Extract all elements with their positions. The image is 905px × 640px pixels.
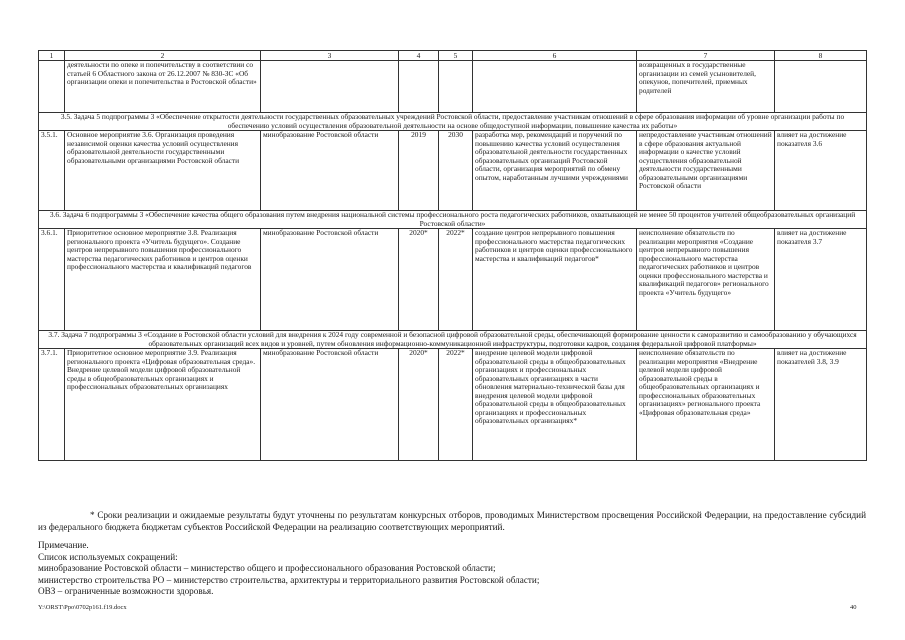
table-row: [39, 61, 867, 113]
header-cell: 4: [399, 51, 439, 61]
header-cell: 7: [637, 51, 775, 61]
table-row: [39, 229, 867, 331]
end-year-cell: 2030: [439, 131, 473, 211]
abbreviation-item: ОВЗ – ограниченные возможности здоровья.: [38, 586, 214, 596]
row-number: 3.5.1.: [39, 131, 65, 211]
end-year-cell: 2022*: [439, 229, 473, 331]
result-cell: создание центров непрерывного повышения профессионального мастерства педагогических работников и центров оценки профессионального мастерства и квалификаций педагогов*: [473, 229, 637, 331]
header-cell: 1: [39, 51, 65, 61]
notes-block: [38, 510, 866, 598]
table-header-row: [39, 51, 867, 61]
consequence-cell: неисполнение обязательств по реализации мероприятия «Создание центров непрерывного повышения профессионального мастерства педагогических работников и центров оценки профессионального мастерства и квалификаций педагогов» регионального проекта «Учитель будущего»: [637, 229, 775, 331]
header-cell: 5: [439, 51, 473, 61]
result-cell: внедрение целевой модели цифровой образовательной среды в общеобразовательных организациях и профессиональных образовательных организациях в части обновления материально-технической базы для внедрения целевой модели цифровой образовательной среды в общеобразовательных организациях и профессиональных образовательных организациях*: [473, 349, 637, 461]
note-title: Примечание.: [38, 540, 89, 550]
indicator-link-cell: влияет на достижение показателя 3.7: [775, 229, 867, 331]
header-cell: 2: [65, 51, 261, 61]
row-number: 3.6.1.: [39, 229, 65, 331]
section-row: [39, 211, 867, 229]
page-number: 40: [850, 604, 857, 611]
indicator-link-cell: влияет на достижение показателей 3.8, 3.9: [775, 349, 867, 461]
consequence-cell: возвращенных в государственные организации из семей усыновителей, опекунов, попечителей, приемных родителей: [637, 61, 775, 113]
measure-name-cell: Приоритетное основное мероприятие 3.9. Реализация регионального проекта «Цифровая образовательная среда». Внедрение целевой модели цифровой образовательной среды в общеобразовательных организациях и профессиональных образовательных организациях: [65, 349, 261, 461]
row-number: 3.7.1.: [39, 349, 65, 461]
section-title: 3.7. Задача 7 подпрограммы 3 «Создание в Ростовской области условий для внедрения к 2024 году современной и безопасной цифровой образовательной среды, обеспечивающей формирование ценности к саморазвитию и самообразованию у обучающихся образовательных организаций всех видов и уровней, путем обновления информационно-коммуникационной инфраструктуры, подготовки кадров, создания федеральной цифровой платформы»: [39, 331, 867, 349]
indicator-link-cell: влияет на достижение показателя 3.6: [775, 131, 867, 211]
abbreviations-title: Список используемых сокращений:: [38, 551, 178, 562]
table-row: [39, 131, 867, 211]
start-year-cell: 2020*: [399, 349, 439, 461]
executor-cell: минобразование Ростовской области: [261, 131, 399, 211]
section-title: 3.5. Задача 5 подпрограммы 3 «Обеспечение открытости деятельности государственных образовательных учреждений Ростовской области, предоставление участникам отношений в сфере образования информации об уровне организации работы по обеспечению условий осуществления образовательной деятельности на основе общедоступной информации, повышение качества их работы»: [39, 113, 867, 131]
section-row: [39, 331, 867, 349]
program-table: [38, 50, 867, 461]
executor-cell: минобразование Ростовской области: [261, 229, 399, 331]
consequence-cell: неисполнение обязательств по реализации мероприятия «Внедрение целевой модели цифровой образовательной среды в общеобразовательных организациях и профессиональных образовательных организациях» регионального проекта «Цифровая образовательная среда»: [637, 349, 775, 461]
abbreviation-item: министерство строительства РО – министерство строительства, архитектуры и территориального развития Ростовской области;: [38, 574, 540, 585]
abbreviation-item: минобразование Ростовской области – министерство общего и профессионального образования Ростовской области;: [38, 563, 496, 573]
result-cell: разработка мер, рекомендаций и поручений по повышению качества условий осуществления образовательной деятельности государственных образовательных организаций Ростовской области, организация мероприятий по обмену опытом, наработанным лучшими учреждениями: [473, 131, 637, 211]
section-title: 3.6. Задача 6 подпрограммы 3 «Обеспечение качества общего образования путем внедрения национальной системы профессионального роста педагогических работников, охватывающей не менее 50 процентов учителей общеобразовательных организаций Ростовской области»: [39, 211, 867, 229]
start-year-cell: 2020*: [399, 229, 439, 331]
header-cell: 8: [775, 51, 867, 61]
table-row: [39, 349, 867, 461]
end-year-cell: 2022*: [439, 349, 473, 461]
section-row: [39, 113, 867, 131]
file-path: Y:\ORST\Ppo\0702p161.f19.docx: [38, 604, 127, 611]
measure-name-cell: Основное мероприятие 3.6. Организация проведения независимой оценки качества условий осуществления образовательной деятельности государственными образовательными организациями Ростовской области: [65, 131, 261, 211]
measure-name-cell: деятельности по опеке и попечительству в соответствии со статьей 6 Областного закона от 26.12.2007 № 830-ЗС «Об организации опеки и попечительства в Ростовской области»: [65, 61, 261, 113]
header-cell: 6: [473, 51, 637, 61]
header-cell: 3: [261, 51, 399, 61]
executor-cell: минобразование Ростовской области: [261, 349, 399, 461]
start-year-cell: 2019: [399, 131, 439, 211]
footnote: * Сроки реализации и ожидаемые результаты будут уточнены по результатам конкурсных отборов, проводимых Министерством просвещения Российской Федерации, на предоставление субсидий из федерального бюджета бюджетам субъектов Российской Федерации на реализацию соответствующих мероприятий.: [38, 510, 866, 532]
consequence-cell: непредоставление участникам отношений в сфере образования актуальной информации о качестве условий осуществления образовательной деятельности государственными образовательными организациями Ростовской области: [637, 131, 775, 211]
measure-name-cell: Приоритетное основное мероприятие 3.8. Реализация регионального проекта «Учитель будущего». Создание центров непрерывного повышения профессионального мастерства педагогических работников и центров оценки профессионального мастерства и квалификаций педагогов: [65, 229, 261, 331]
